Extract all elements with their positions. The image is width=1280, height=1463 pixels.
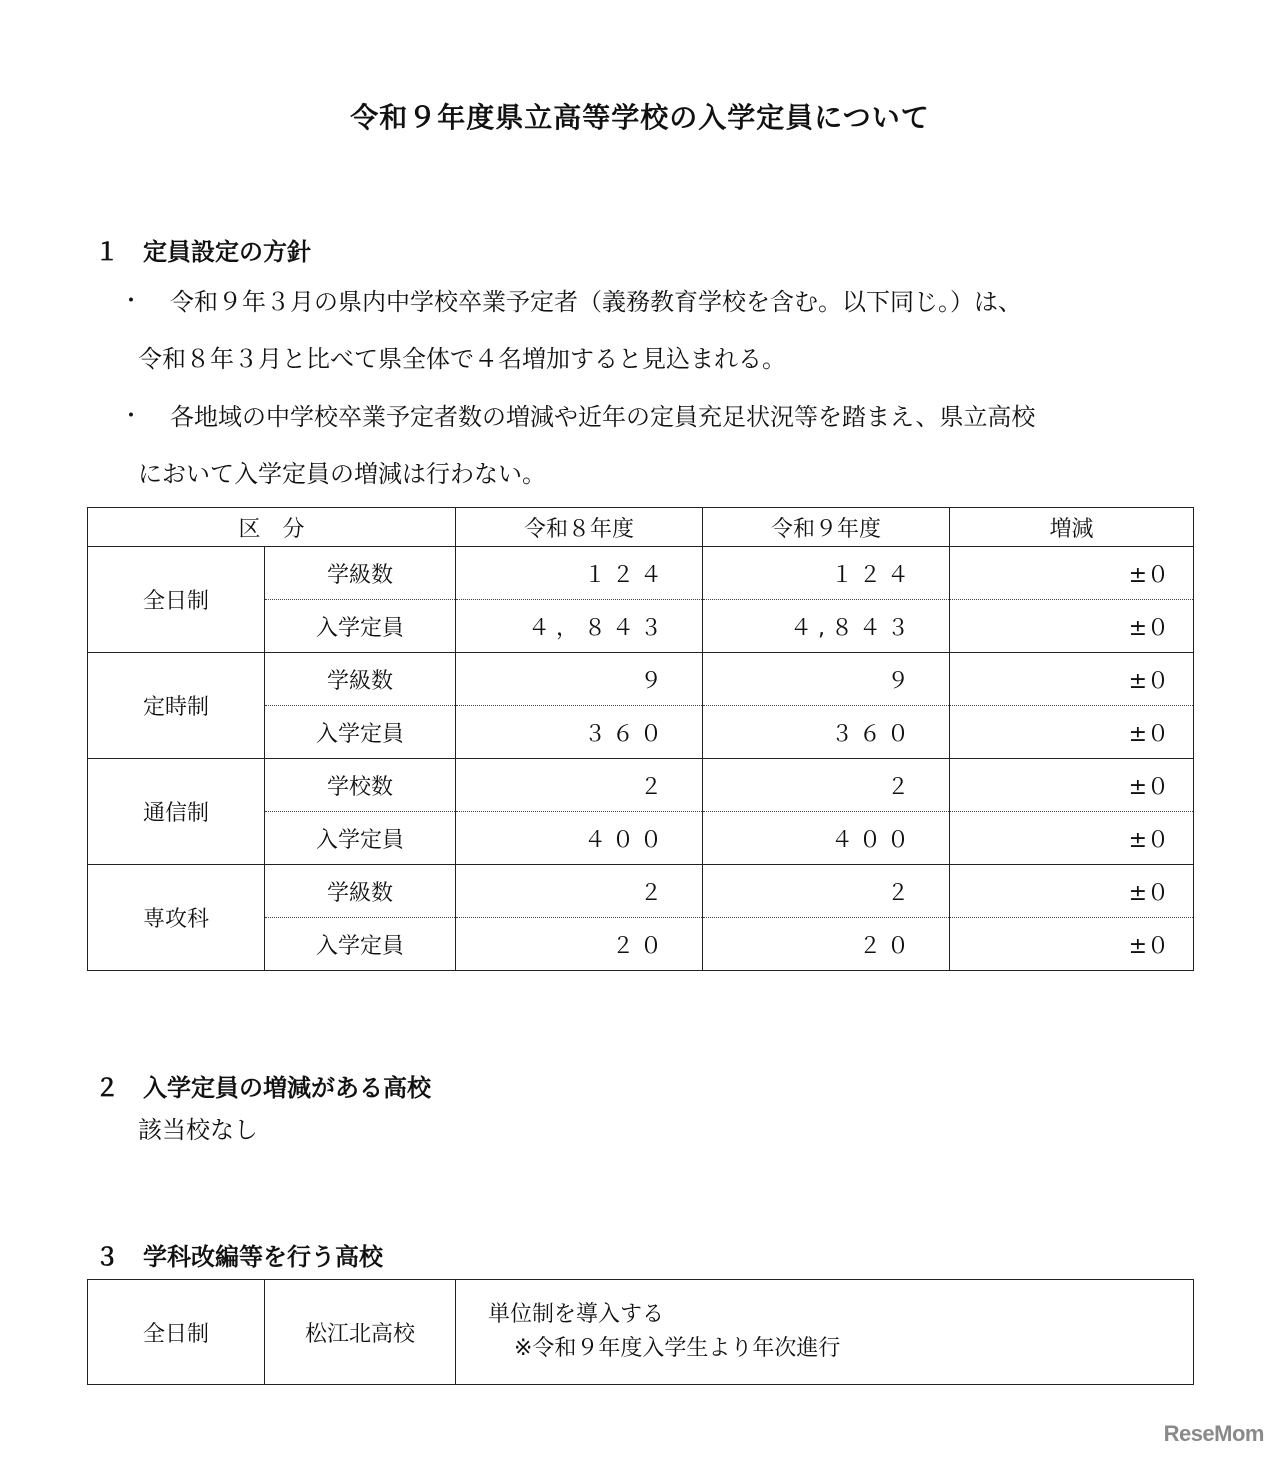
section2-heading [95, 1068, 431, 1103]
category-cell: 定時制 [88, 653, 265, 759]
item-cell: 学級数 [265, 653, 456, 706]
diff-value: ±０ [950, 706, 1194, 759]
item-cell: 学級数 [265, 865, 456, 918]
header-category: 区 分 [88, 508, 456, 547]
change-text: 単位制を導入する [488, 1302, 665, 1327]
bullet1-line1: 令和９年３月の県内中学校卒業予定者（義務教育学校を含む。以下同じ。）は、 [170, 288, 1022, 316]
section1-heading [95, 232, 311, 267]
reorg-table [87, 1279, 1194, 1385]
item-cell: 入学定員 [265, 706, 456, 759]
diff-value: ±０ [950, 600, 1194, 653]
diff-value: ±０ [950, 918, 1194, 971]
quota-table [87, 507, 1194, 971]
table-row [88, 1280, 1194, 1385]
r8-value: ４００ [456, 812, 703, 865]
section3-heading [95, 1237, 383, 1272]
change-cell [456, 1280, 1194, 1385]
table-row [88, 759, 1194, 812]
table-row [88, 547, 1194, 600]
section2-body: 該当校なし [138, 1116, 258, 1144]
item-cell: 入学定員 [265, 918, 456, 971]
r9-value: ３６０ [703, 706, 950, 759]
bullet2-line1: 各地域の中学校卒業予定者数の増減や近年の定員充足状況等を踏まえ、県立高校 [170, 403, 1036, 431]
r9-value: ４,８４３ [703, 600, 950, 653]
resemom-logo: ReseMom [1163, 1421, 1264, 1446]
quota-table-header [88, 508, 1194, 547]
diff-value: ±０ [950, 865, 1194, 918]
category-cell: 専攻科 [88, 865, 265, 971]
item-cell: 入学定員 [265, 600, 456, 653]
r8-value: ２ [456, 865, 703, 918]
category-cell: 通信制 [88, 759, 265, 865]
r8-value: ２０ [456, 918, 703, 971]
section1-number: １ [95, 238, 119, 266]
diff-value: ±０ [950, 653, 1194, 706]
course-cell: 全日制 [88, 1280, 265, 1385]
table-row [88, 865, 1194, 918]
bullet2-line2: において入学定員の増減は行わない。 [138, 460, 546, 488]
table-row [88, 653, 1194, 706]
category-cell: 全日制 [88, 547, 265, 653]
section3-number: ３ [95, 1243, 119, 1271]
r9-value: ２ [703, 865, 950, 918]
item-cell: 学級数 [265, 547, 456, 600]
document-title: 令和９年度県立高等学校の入学定員について [350, 101, 930, 134]
r9-value: ９ [703, 653, 950, 706]
r8-value: ４，８４３ [456, 600, 703, 653]
header-r8: 令和８年度 [456, 508, 703, 547]
change-note: ※令和９年度入学生より年次進行 [514, 1336, 841, 1361]
diff-value: ±０ [950, 759, 1194, 812]
r8-value: ９ [456, 653, 703, 706]
bullet1-line2: 令和８年３月と比べて県全体で４名増加すると見込まれる。 [138, 345, 786, 373]
school-cell: 松江北高校 [265, 1280, 456, 1385]
diff-value: ±０ [950, 547, 1194, 600]
item-cell: 学校数 [265, 759, 456, 812]
section2-number: ２ [95, 1074, 119, 1102]
r9-value: ２ [703, 759, 950, 812]
section3-title: 学科改編等を行う高校 [143, 1243, 383, 1271]
section2-title: 入学定員の増減がある高校 [143, 1074, 431, 1102]
header-diff: 増減 [950, 508, 1194, 547]
r9-value: ４００ [703, 812, 950, 865]
r8-value: ２ [456, 759, 703, 812]
bullet1-mark: ・ [120, 289, 143, 314]
diff-value: ±０ [950, 812, 1194, 865]
item-cell: 入学定員 [265, 812, 456, 865]
r8-value: ３６０ [456, 706, 703, 759]
bullet2-mark: ・ [120, 404, 143, 429]
header-r9: 令和９年度 [703, 508, 950, 547]
r9-value: １２４ [703, 547, 950, 600]
section1-title: 定員設定の方針 [143, 238, 311, 266]
r9-value: ２０ [703, 918, 950, 971]
r8-value: １２４ [456, 547, 703, 600]
